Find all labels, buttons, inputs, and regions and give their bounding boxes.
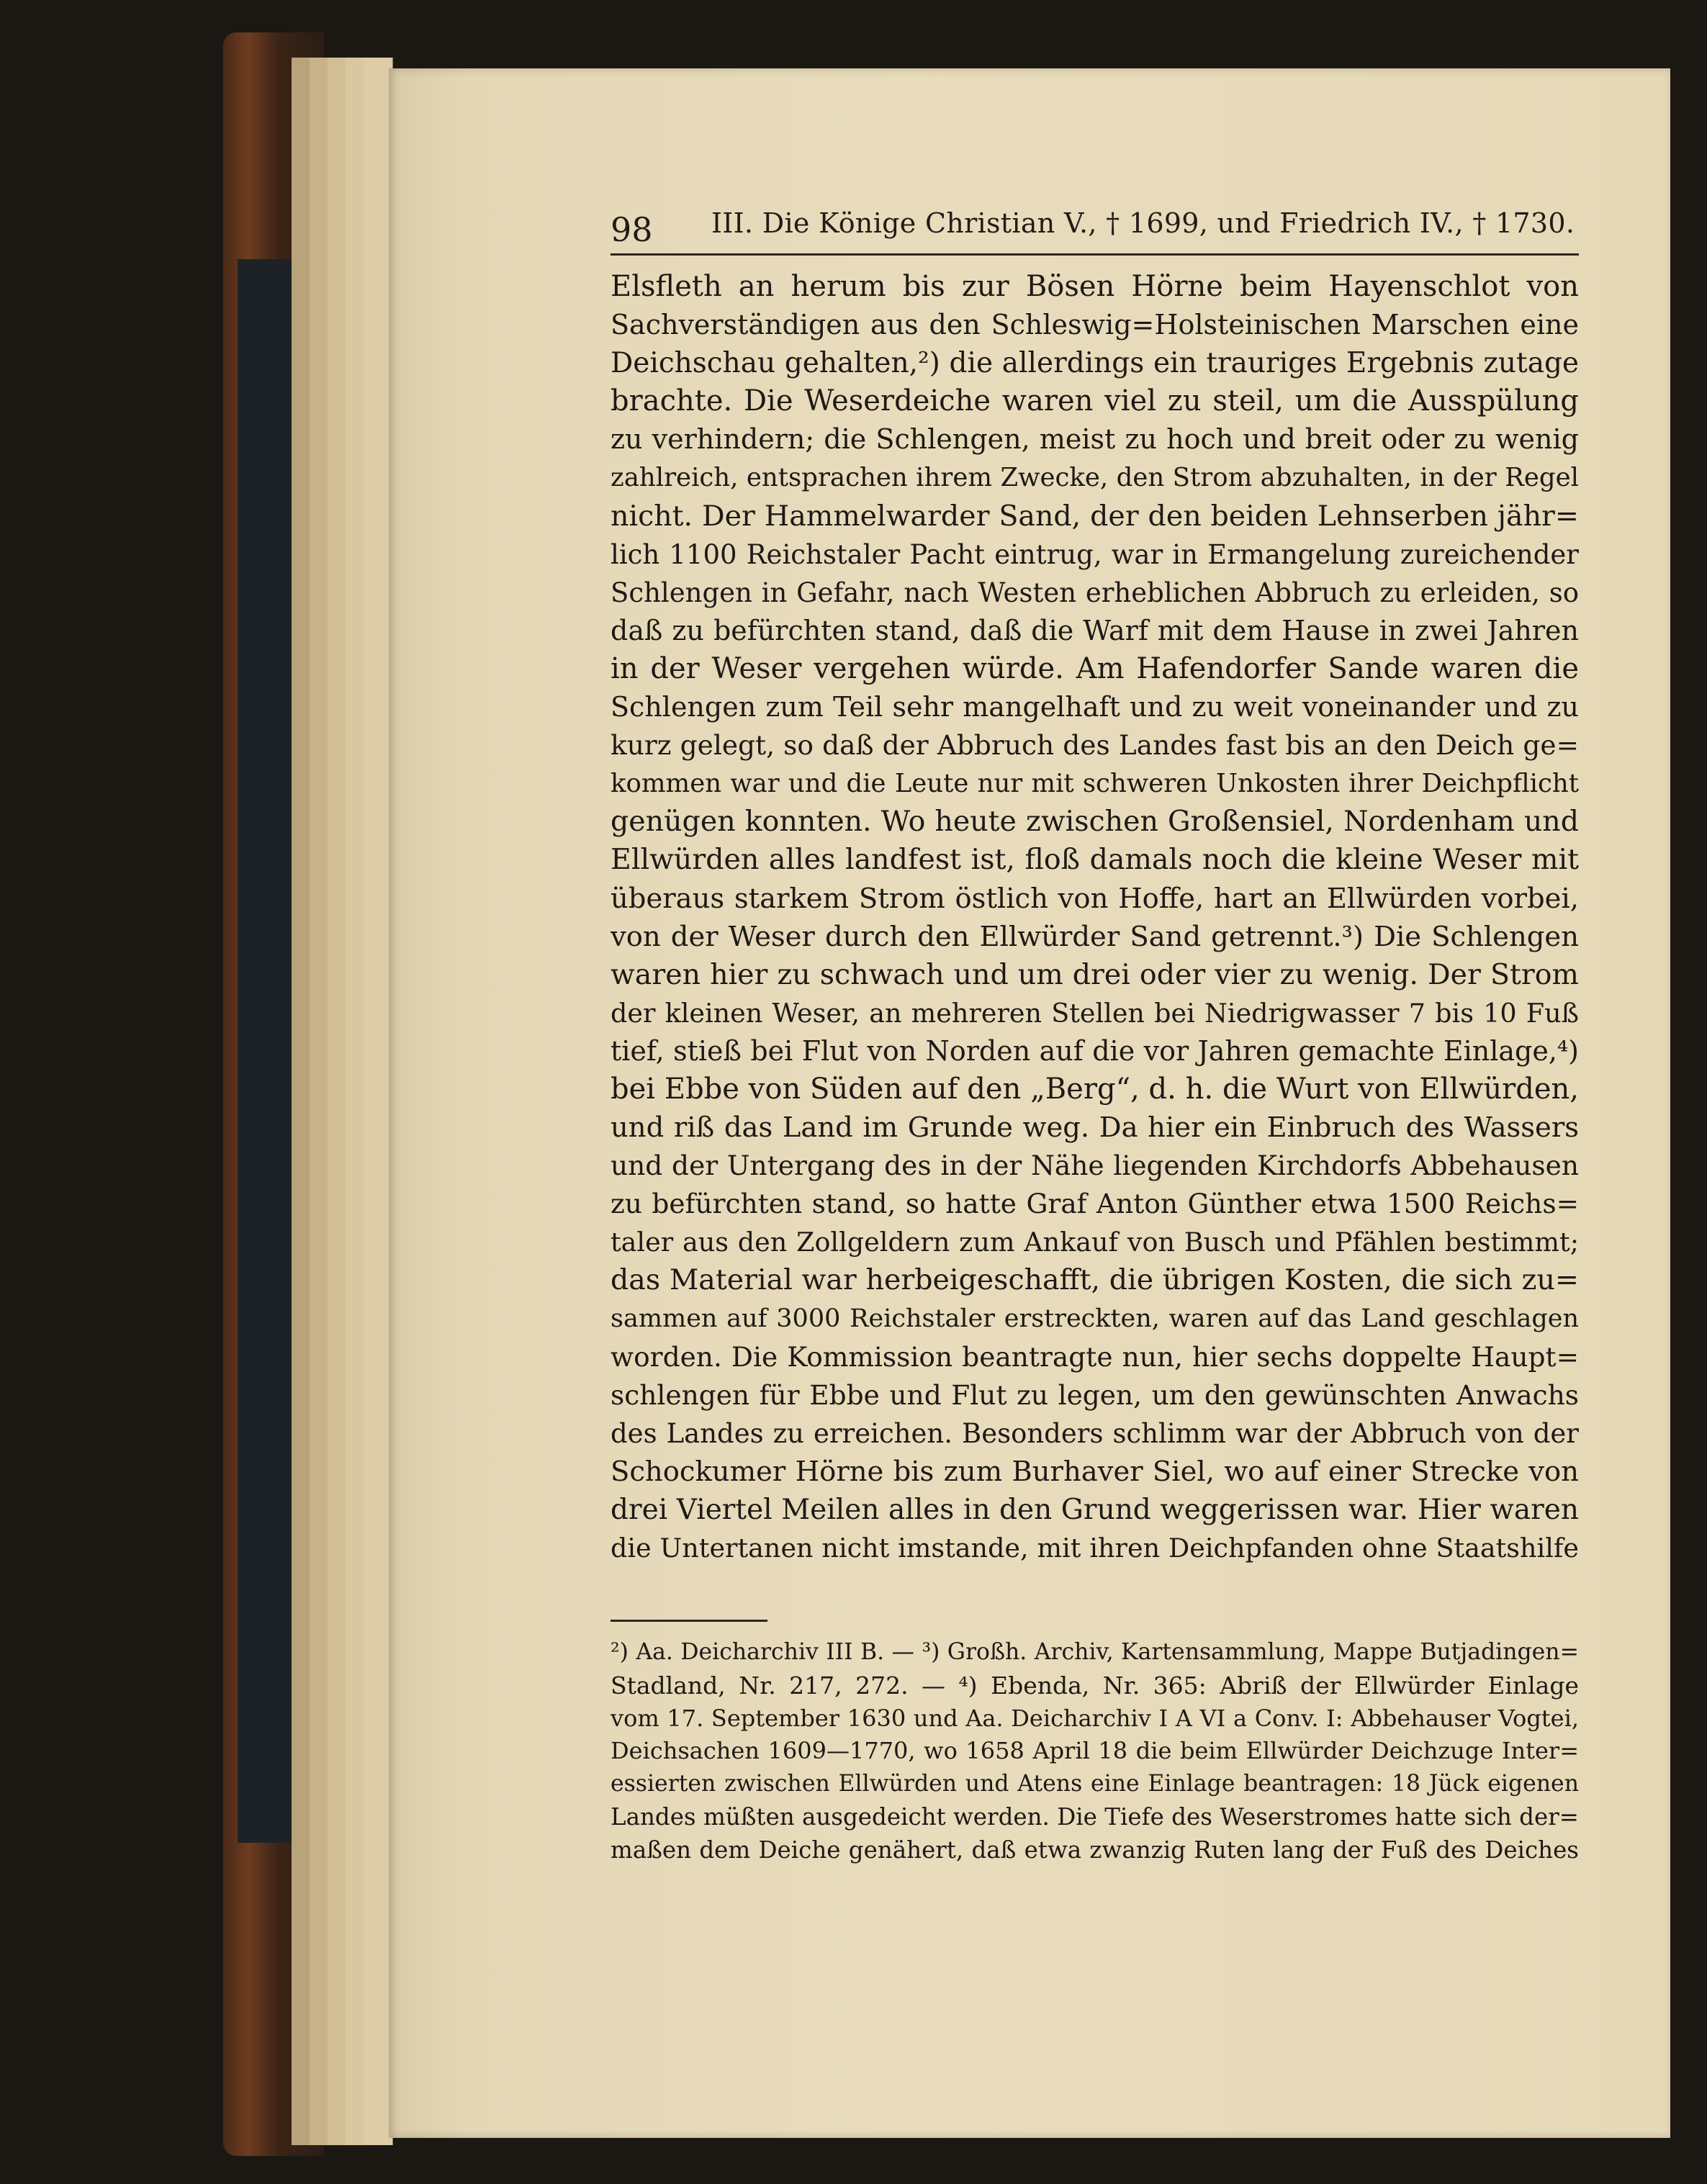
text-line: der kleinen Weser, an mehreren Stellen bei Niedrigwasser 7 bis 10 Fuß bbox=[611, 997, 1579, 1029]
text-line: Deichschau gehalten,²) die allerdings ein trauriges Ergebnis zutage bbox=[611, 347, 1579, 380]
body-text bbox=[611, 268, 1579, 1567]
text-line: in der Weser vergehen würde. Am Hafendorfer Sande waren die bbox=[611, 651, 1579, 685]
page-number: 98 bbox=[611, 210, 653, 249]
footnote-line: ²) Aa. Deicharchiv III B. — ³) Großh. Archiv, Kartensammlung, Mappe Butjadingen= bbox=[611, 1639, 1579, 1665]
text-line: lich 1100 Reichstaler Pacht eintrug, war in Ermangelung zureichender bbox=[611, 538, 1579, 570]
text-line: nicht. Der Hammelwarder Sand, der den beiden Lehnserben jähr= bbox=[611, 499, 1579, 533]
footnote-line: Deichsachen 1609—1770, wo 1658 April 18 die beim Ellwürder Deichzuge Inter= bbox=[611, 1737, 1579, 1765]
footnote-line: vom 17. September 1630 und Aa. Deicharchiv I A VI a Conv. I: Abbehauser Vogtei, bbox=[611, 1704, 1579, 1732]
text-line: das Material war herbeigeschafft, die übrigen Kosten, die sich zu= bbox=[611, 1263, 1579, 1297]
text-line: waren hier zu schwach und um drei oder vier zu wenig. Der Strom bbox=[611, 957, 1579, 991]
text-line: Schlengen in Gefahr, nach Westen erheblichen Abbruch zu erleiden, so bbox=[611, 577, 1579, 608]
text-line: zahlreich, entsprachen ihrem Zwecke, den Strom abzuhalten, in der Regel bbox=[611, 463, 1579, 493]
text-line: von der Weser durch den Ellwürder Sand getrennt.³) Die Schlengen bbox=[611, 920, 1579, 953]
text-line: des Landes zu erreichen. Besonders schlimm war der Abbruch von der bbox=[611, 1417, 1579, 1449]
text-line: Sachverständigen aus den Schleswig=Holsteinischen Marschen eine bbox=[611, 309, 1579, 341]
text-line: taler aus den Zollgeldern zum Ankauf von Busch und Pfählen bestimmt; bbox=[611, 1227, 1579, 1258]
text-line: daß zu befürchten stand, daß die Warf mit dem Hause in zwei Jahren bbox=[611, 614, 1579, 646]
header-rule bbox=[611, 253, 1579, 256]
page-header bbox=[611, 204, 1579, 248]
text-line: genügen konnten. Wo heute zwischen Großensiel, Nordenham und bbox=[611, 805, 1579, 839]
text-line: Ellwürden alles landfest ist, floß damals noch die kleine Weser mit bbox=[611, 843, 1579, 877]
text-line: brachte. Die Weserdeiche waren viel zu steil, um die Ausspülung bbox=[611, 384, 1579, 418]
text-line: kommen war und die Leute nur mit schweren Unkosten ihrer Deichpflicht bbox=[611, 769, 1579, 799]
text-line: bei Ebbe von Süden auf den „Berg“, d. h. die Wurt von Ellwürden, bbox=[611, 1072, 1579, 1106]
text-line: und der Untergang des in der Nähe liegenden Kirchdorfs Abbehausen bbox=[611, 1150, 1579, 1182]
text-line: die Untertanen nicht imstande, mit ihren Deichpfanden ohne Staatshilfe bbox=[611, 1533, 1579, 1564]
footnote-line: Landes müßten ausgedeicht werden. Die Tiefe des Weserstromes hatte sich der= bbox=[611, 1802, 1579, 1831]
text-line: tief, stieß bei Flut von Norden auf die vor Jahren gemachte Einlage,⁴) bbox=[611, 1034, 1579, 1067]
text-line: überaus starkem Strom östlich von Hoffe, hart an Ellwürden vorbei, bbox=[611, 882, 1579, 915]
text-line: Schlengen zum Teil sehr mangelhaft und zu weit voneinander und zu bbox=[611, 691, 1579, 723]
text-line: Elsfleth an herum bis zur Bösen Hörne beim Hayenschlot von bbox=[611, 270, 1579, 303]
text-line: Schockumer Hörne bis zum Burhaver Siel, wo auf einer Strecke von bbox=[611, 1455, 1579, 1488]
footnote-line: essierten zwischen Ellwürden und Atens eine Einlage beantragen: 18 Jück eigenen bbox=[611, 1771, 1579, 1797]
running-title: III. Die Könige Christian V., † 1699, und Friedrich IV., † 1730. bbox=[711, 207, 1575, 239]
text-line: drei Viertel Meilen alles in den Grund weggerissen war. Hier waren bbox=[611, 1494, 1579, 1526]
text-line: worden. Die Kommission beantragte nun, hier sechs doppelte Haupt= bbox=[611, 1340, 1579, 1373]
footnotes bbox=[611, 1636, 1579, 1867]
text-line: sammen auf 3000 Reichstaler erstreckten, waren auf das Land geschlagen bbox=[611, 1304, 1579, 1333]
footnote-rule bbox=[611, 1620, 767, 1622]
footnote-line: Stadland, Nr. 217, 272. — ⁴) Ebenda, Nr. 365: Abriß der Ellwürder Einlage bbox=[611, 1671, 1579, 1700]
footnote-line: maßen dem Deiche genähert, daß etwa zwanzig Ruten lang der Fuß des Deiches bbox=[611, 1836, 1579, 1864]
text-line: schlengen für Ebbe und Flut zu legen, um den gewünschten Anwachs bbox=[611, 1378, 1579, 1411]
text-line: zu befürchten stand, so hatte Graf Anton Günther etwa 1500 Reichs= bbox=[611, 1188, 1579, 1220]
text-line: und riß das Land im Grunde weg. Da hier ein Einbruch des Wassers bbox=[611, 1111, 1579, 1145]
text-line: kurz gelegt, so daß der Abbruch des Landes fast bis an den Deich ge= bbox=[611, 729, 1579, 762]
text-line: zu verhindern; die Schlengen, meist zu hoch und breit oder zu wenig bbox=[611, 423, 1579, 456]
